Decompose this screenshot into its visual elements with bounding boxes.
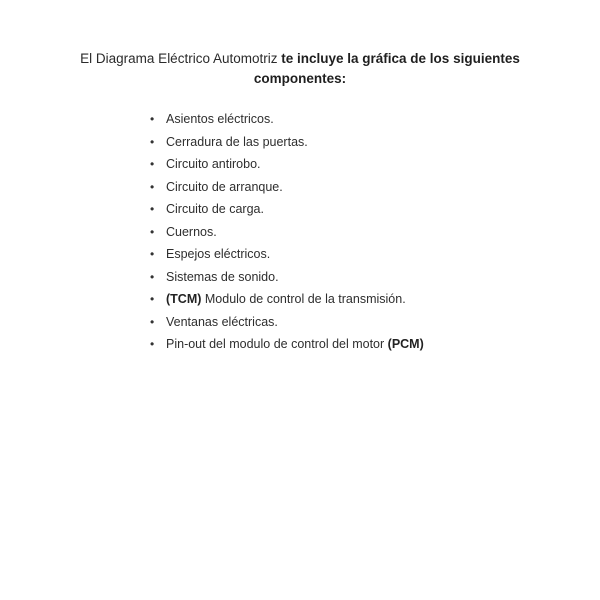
list-item <box>149 333 424 356</box>
bullet-icon: • <box>150 314 155 329</box>
item-text: Asientos eléctricos. <box>166 112 274 126</box>
bullet-icon: • <box>150 157 155 171</box>
bullet-icon: • <box>150 292 155 306</box>
list-item <box>149 176 424 199</box>
intro-bold-text: te incluye la gráfica de los siguientes componentes: <box>253 50 520 86</box>
item-text: Ventanas eléctricas. <box>166 314 278 329</box>
item-text: Modulo de control de la transmisión. <box>201 292 406 306</box>
bullet-icon: • <box>150 112 155 126</box>
list-item <box>149 221 424 244</box>
list-item <box>149 266 424 289</box>
item-text: Cuernos. <box>166 224 217 239</box>
bullet-icon: • <box>150 224 155 239</box>
list-item <box>149 198 424 221</box>
intro-normal-text: El Diagrama Eléctrico Automotriz <box>80 50 278 66</box>
item-text: Espejos eléctricos. <box>166 247 271 261</box>
bullet-icon: • <box>150 134 155 149</box>
item-bold-suffix: (PCM) <box>387 337 424 351</box>
bullet-icon: • <box>150 337 155 351</box>
list-item <box>149 131 424 154</box>
item-text: Cerradura de las puertas. <box>166 134 308 149</box>
intro-paragraph <box>40 49 560 89</box>
item-bold-prefix: (TCM) <box>166 292 202 306</box>
list-item <box>149 288 424 311</box>
list-item <box>149 311 424 334</box>
list-item <box>149 153 424 176</box>
item-text: Circuito de arranque. <box>166 179 283 194</box>
bullet-icon: • <box>150 269 155 284</box>
bullet-icon: • <box>150 202 155 216</box>
components-list <box>149 108 424 356</box>
item-text: Pin-out del modulo de control del motor <box>166 337 388 351</box>
bullet-icon: • <box>150 179 155 194</box>
item-text: Circuito antirobo. <box>166 157 261 171</box>
item-text: Sistemas de sonido. <box>166 269 279 284</box>
list-item <box>149 243 424 266</box>
bullet-icon: • <box>150 247 155 261</box>
item-text: Circuito de carga. <box>166 202 264 216</box>
list-item <box>149 108 424 131</box>
